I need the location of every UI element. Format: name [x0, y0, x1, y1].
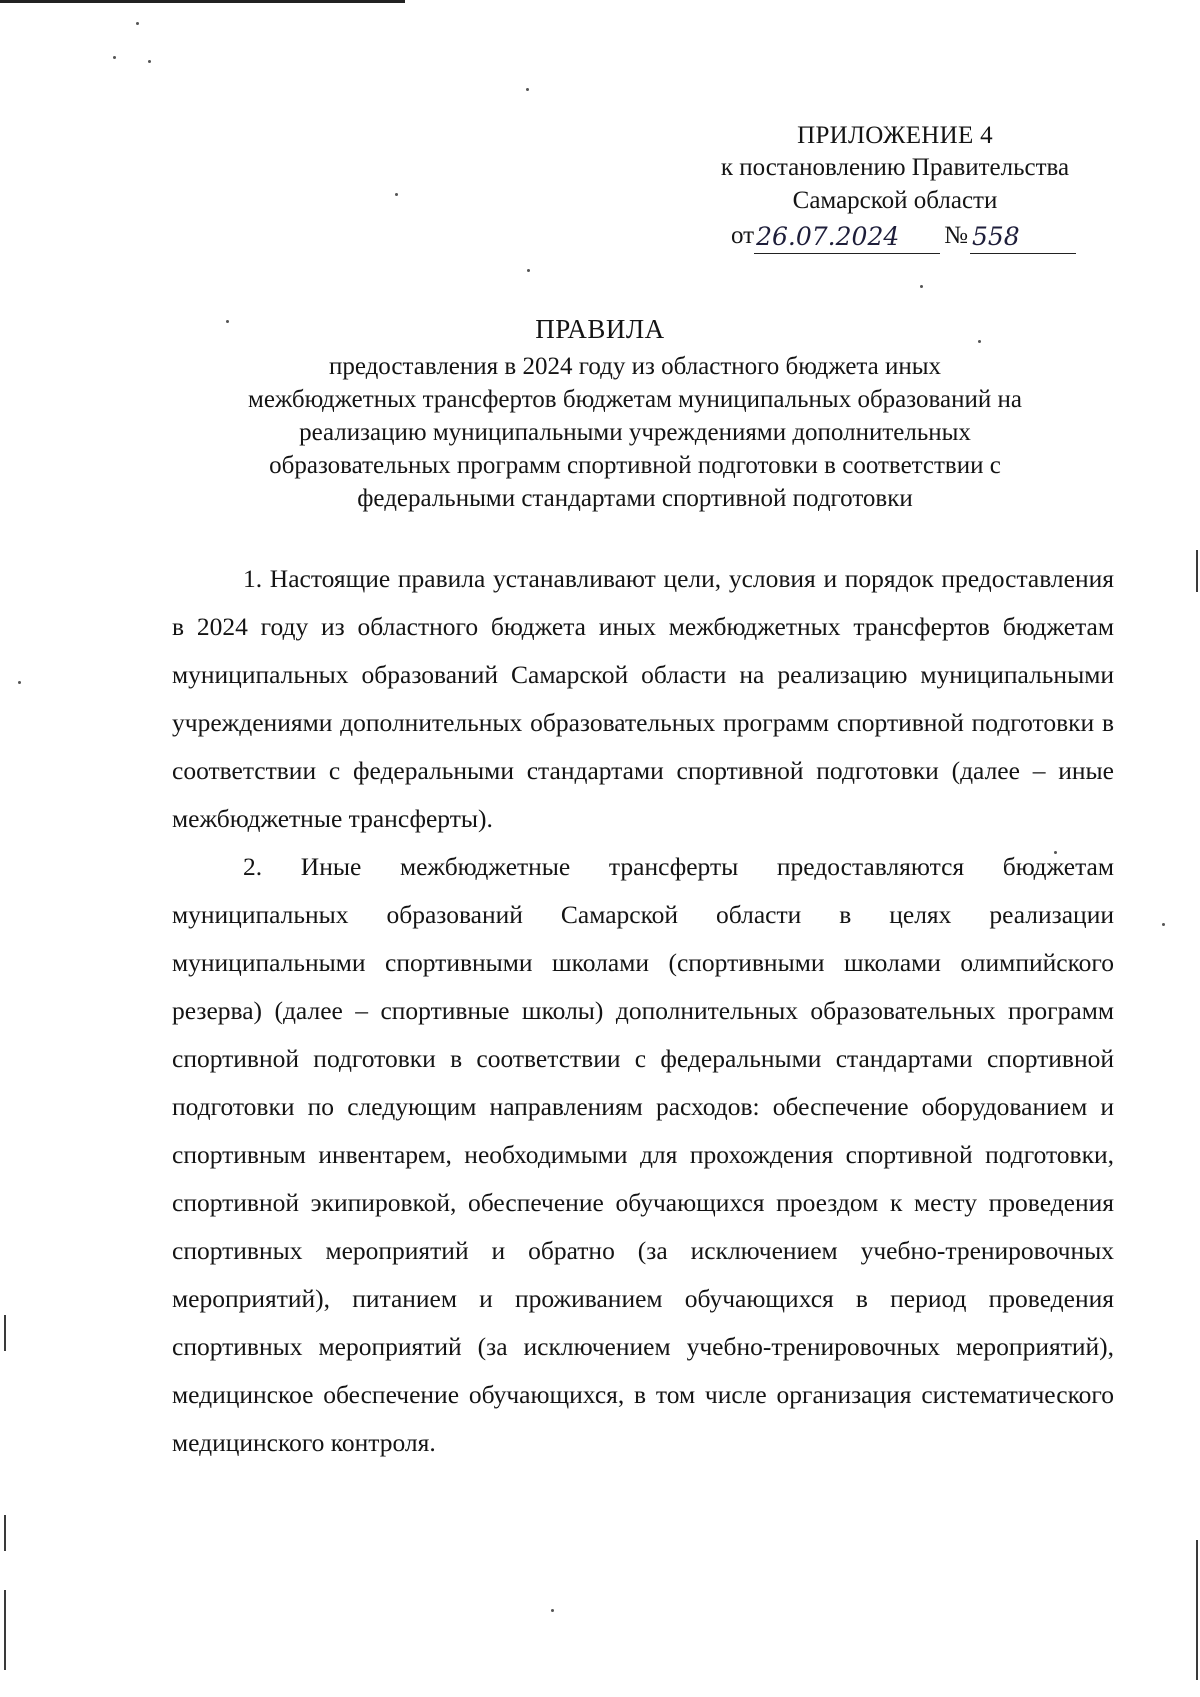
- appendix-reference: к постановлению Правительства: [720, 154, 1070, 181]
- document-title: ПРАВИЛА: [535, 314, 665, 344]
- appendix-title: ПРИЛОЖЕНИЕ 4: [797, 122, 993, 149]
- scan-edge-mark: [4, 1515, 6, 1551]
- scan-edge-mark: [4, 1590, 6, 1670]
- paragraph-1: 1. Настоящие правила устанавливают цели, условия и порядок предоставления в 2024 году из областного бюджета иных межбюджетных трансфертов бюджетам муниципальных образований Самарской области на реализацию муниципальными учреждениями дополнительных образовательных программ спортивной подготовки в соответствии с федеральными стандартами спортивной подготовки (далее – иные межбюджетные трансферты).: [172, 564, 1114, 833]
- document-body: [172, 555, 1114, 1467]
- decree-date-number: [731, 218, 1091, 254]
- document-subtitle: [185, 350, 1085, 515]
- appendix-region: Самарской области: [792, 187, 998, 214]
- scan-edge-mark: [1196, 1540, 1198, 1680]
- scan-speck: [113, 56, 116, 59]
- subtitle-line: образовательных программ спортивной подготовки в соответствии с: [269, 452, 1001, 479]
- scan-speck: [527, 269, 530, 272]
- scan-speck: [395, 193, 398, 196]
- scan-speck: [148, 60, 151, 63]
- decree-date-handwritten: 26.07.2024: [754, 221, 940, 254]
- scan-speck: [18, 681, 21, 684]
- scan-speck: [551, 1609, 554, 1612]
- scan-speck: [136, 22, 139, 25]
- decree-prefix: от: [731, 222, 755, 249]
- scan-speck: [526, 88, 529, 91]
- subtitle-line: реализацию муниципальными учреждениями дополнительных: [299, 419, 971, 446]
- scan-speck: [920, 285, 923, 288]
- scan-edge-mark: [4, 1315, 6, 1351]
- subtitle-line: предоставления в 2024 году из областного бюджета иных: [328, 353, 942, 380]
- paragraph-2: 2. Иные межбюджетные трансферты предоставляются бюджетам муниципальных образований Самарской области в целях реализации муниципальными спортивными школами (спортивными школами олимпийского резерва) (далее – спортивные школы) дополнительных образовательных программ спортивной подготовки в соответствии с федеральными стандартами спортивной подготовки по следующим направлениям расходов: обеспечение оборудованием и спортивным инвентарем, необходимыми для прохождения спортивной подготовки, спортивной экипировкой, обеспечение обучающихся проездом к месту проведения спортивных мероприятий и обратно (за исключением учебно-тренировочных мероприятий), питанием и проживанием обучающихся в период проведения спортивных мероприятий (за исключением учебно-тренировочных мероприятий), медицинское обеспечение обучающихся, в том числе организация систематического медицинского контроля.: [172, 852, 1114, 1457]
- scan-speck: [1162, 923, 1165, 926]
- decree-number-label: №: [944, 222, 968, 249]
- scan-edge-line: [0, 0, 405, 3]
- decree-number-handwritten: 558: [970, 221, 1076, 254]
- subtitle-line: федеральными стандартами спортивной подготовки: [357, 485, 913, 512]
- scan-edge-mark: [1196, 550, 1198, 592]
- subtitle-line: межбюджетных трансфертов бюджетам муниципальных образований на: [248, 386, 1022, 413]
